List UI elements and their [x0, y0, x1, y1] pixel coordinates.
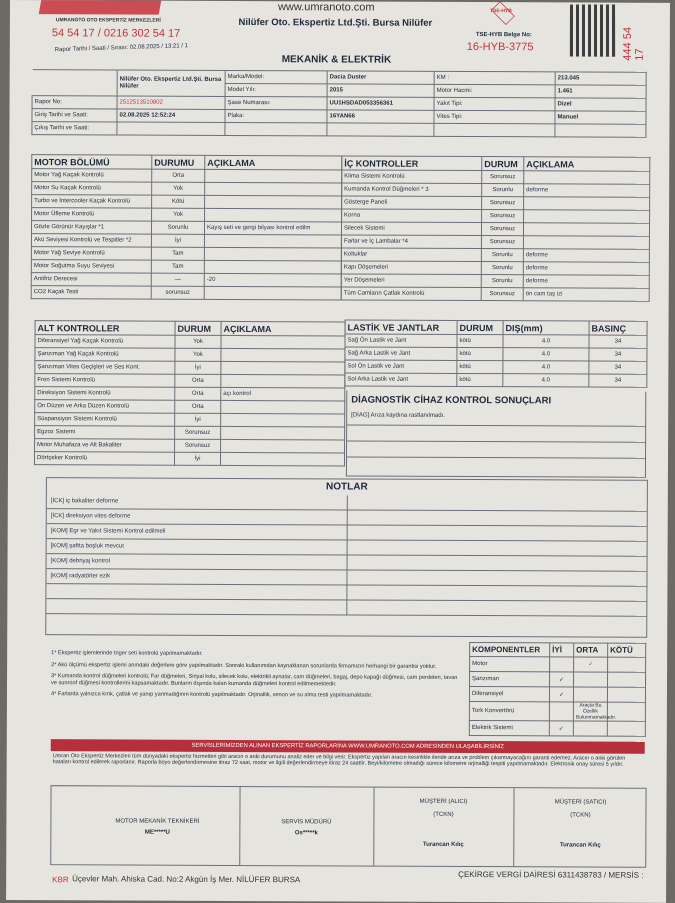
- rapor-no-label: Rapor No:: [32, 96, 117, 109]
- footnote: 4* Farlarda yalnızca kırık, çatlak ve yanıp yanmadığının kontrolü yapılmaktadır. Orjinallik, xenon ve su alma testi yapılmamaktadır.: [50, 691, 373, 699]
- ic-durum-header: DURUM: [482, 157, 524, 171]
- motor-item: Gözle Görünür Kayışlar *1: [31, 221, 151, 235]
- diag-line: [DİAG] Arıza kaydına rastlanılmadı.: [351, 412, 445, 419]
- alt-row: [35, 348, 345, 362]
- ic-item: Kumanda Kontrol Düğmeleri * 3: [342, 183, 482, 197]
- ic-row: [342, 196, 650, 210]
- ic-status: Sorunsuz: [481, 223, 523, 236]
- ic-title: İÇ KONTROLLER: [342, 156, 482, 171]
- alt-item: Diferansiyel Yağ Kaçak Kontrolü: [35, 335, 175, 349]
- lastik-item: Sağ Ön Lastik ve Jant: [345, 334, 457, 347]
- section-title: MEKANİK & ELEKTRİK: [281, 54, 392, 66]
- motor-status: —: [151, 273, 204, 286]
- motor-note: [205, 195, 342, 209]
- komponent-iyi: ✓: [550, 672, 574, 687]
- alt-note: [221, 400, 345, 414]
- motor-item: Motor Üfleme Kontrolü: [32, 208, 152, 222]
- alt-status: Orta: [175, 374, 221, 387]
- motor-note: [204, 247, 341, 261]
- ic-item: Kapı Döşemeleri: [341, 261, 481, 275]
- komponent-item: Şanzıman: [470, 672, 550, 687]
- alt-status: İyi: [175, 413, 221, 426]
- motor-status: Sorunlu: [151, 221, 204, 234]
- ic-item: Silecek Sistemi: [341, 222, 481, 236]
- diag-box: [346, 390, 646, 477]
- alt-row: [35, 400, 345, 414]
- ic-item: Farlar ve İç Lambalar *4: [341, 235, 481, 249]
- ic-status: Sorunlu: [481, 275, 523, 288]
- ic-item: Klima Sistemi Kontrolü: [342, 170, 482, 184]
- notlar-empty-line: [46, 599, 646, 617]
- motor-status: İyi: [151, 234, 204, 247]
- ic-status: Sorunsuz: [482, 197, 524, 210]
- rapor-tarih: Rapor Tarihi / Saati / Sırası: 02.08.2025 / 13:21 / 1: [54, 43, 189, 54]
- ic-row: [341, 235, 649, 249]
- lastik-title: LASTİK VE JANTLAR: [345, 320, 457, 334]
- motor-status: Yok: [152, 208, 205, 221]
- footer-address: Üçevler Mah. Ahiska Cad. No:2 Akgün İş Mer. NİLÜFER BURSA: [72, 874, 301, 885]
- motor-row: [31, 221, 341, 235]
- ic-status: Sorunsuz: [482, 210, 524, 223]
- vites-value: Manuel: [555, 111, 646, 124]
- merkez-label: UMRANOTO OTO EKSPERTİZ MERKEZLERİ: [55, 17, 161, 24]
- qr-code[interactable]: [570, 4, 616, 56]
- brand-logo: [39, 0, 162, 15]
- komponent-table: [469, 642, 646, 737]
- notlar-line-text: [KOM] debriyaj kontrol: [50, 558, 110, 565]
- motor-item: Motor Su Kaçak Kontrolü: [32, 182, 152, 196]
- motor-table: [31, 154, 343, 300]
- banner-text: SERVİSLERİMİZDEN ALINAN EKSPERTİZ RAPORLARINA WWW.UMRANOTO.COM ADRESİNDEN ULAŞABİLİRSİNİZ: [191, 742, 504, 751]
- alt-row: [35, 439, 345, 453]
- ic-aciklama-header: AÇIKLAMA: [524, 157, 650, 172]
- alt-row: [35, 387, 345, 401]
- footnotes: [51, 650, 463, 705]
- lastik-row: [345, 334, 647, 348]
- marka-label: Marka/Model:: [225, 70, 327, 83]
- alt-row: [35, 374, 345, 388]
- lastik-dis-header: DIŞ(mm): [503, 321, 589, 335]
- footnote: 3* Kumanda kontrol düğmeleri kontrolü; Far düğmeleri, Sinyal kolu, silecek kolu, elektrikli aynalar, cam düğmeleri, bagaj, depo kapağı düğmesi, cam perdeleri, tavan ve sunroof düğmesi kontrollerini kapsamaktadır. Bunların dışında kalan kumanda düğmeleri kontrol edilmemektedir.: [51, 673, 458, 688]
- lastik-basinc: 34: [589, 348, 647, 361]
- alt-item: Fren Sistemi Kontrolü: [35, 374, 175, 388]
- motor-status: Tam: [151, 260, 204, 273]
- ic-note: [524, 171, 650, 185]
- signature-title: MÜŞTERİ (ALICI): [419, 798, 468, 806]
- lastik-dis: 4.0: [503, 374, 589, 387]
- signature-area: [50, 785, 646, 868]
- ic-status: Sorunlu: [482, 184, 524, 197]
- ic-note: [523, 236, 649, 250]
- komponent-kotu: [608, 657, 646, 672]
- ic-row: [342, 183, 650, 197]
- alt-title: ALT KONTROLLER: [35, 321, 175, 336]
- lastik-basinc: 34: [589, 361, 647, 374]
- motor-note: [205, 169, 342, 183]
- komponent-kotu-header: KÖTÜ: [608, 643, 646, 657]
- alt-note: [221, 413, 345, 427]
- km-value: 213.045: [555, 72, 646, 85]
- komponent-row: [470, 672, 646, 688]
- ic-status: Sorunsuz: [482, 171, 524, 184]
- lastik-status: kötü: [457, 347, 503, 360]
- alt-status: İyi: [175, 361, 221, 374]
- motor-status: Yok: [152, 182, 205, 195]
- ic-note: [524, 197, 650, 211]
- alt-row: [35, 426, 345, 440]
- yakit-label: Yakıt Tipi:: [434, 97, 555, 111]
- marka-value: Dacia Duster: [327, 71, 434, 84]
- model-yili-value: 2015: [327, 84, 434, 97]
- website-banner: [51, 739, 645, 754]
- ic-note: deforme: [523, 249, 649, 263]
- alt-aciklama-header: AÇIKLAMA: [221, 321, 345, 336]
- km-label: KM :: [434, 71, 555, 85]
- tse-belge-label: TSE-HYB Belge No:: [475, 32, 532, 39]
- ic-note: [523, 223, 649, 237]
- ic-status: Sorunsuz: [481, 288, 523, 301]
- komponent-orta: [573, 721, 607, 736]
- alt-item: Dörtçeker Kontrolü: [34, 452, 174, 466]
- motor-note: [205, 208, 342, 222]
- lastik-status: kötü: [457, 360, 503, 373]
- komponent-iyi: ✓: [549, 687, 573, 702]
- notlar-box: [45, 477, 648, 638]
- company-name: [238, 18, 433, 29]
- komponent-row: [470, 657, 646, 673]
- alt-row: [35, 413, 345, 427]
- signature-name: Turancan Kılıç: [559, 842, 601, 849]
- signature-name: Turancan Kılıç: [422, 841, 464, 848]
- ic-note: [524, 210, 650, 224]
- alt-item: Ön Düzen ve Arka Düzen Kontrolü: [35, 400, 175, 414]
- motor-hacmi-value: 1.461: [555, 85, 646, 98]
- motor-note: [204, 260, 341, 274]
- lastik-item: Sağ Arka Lastik ve Jant: [345, 347, 457, 360]
- lastik-basinc: 34: [589, 335, 647, 348]
- notlar-line-text: [KOM] Egr ve Yakıt Sistemi Kontrol edilmeli: [50, 528, 166, 535]
- footer-vergi: ÇEKİRGE VERGİ DAİRESİ 6311438783 / MERSİS :: [458, 869, 644, 880]
- lastik-status: kötü: [457, 373, 503, 386]
- motor-item: Motor Yağ Kaçak Kontrolü: [32, 169, 152, 183]
- komponent-orta: ✓: [574, 657, 608, 672]
- ic-note: deforme: [524, 184, 650, 198]
- alt-note: [221, 374, 345, 388]
- motor-row: [31, 260, 341, 274]
- plaka-label: Plaka:: [225, 109, 327, 122]
- alt-status: Sorunsuz: [175, 426, 221, 439]
- alt-note: açı kontrol: [221, 387, 345, 401]
- alt-status: Orta: [175, 400, 221, 413]
- motor-item: Antifriz Derecesi: [31, 273, 151, 287]
- giris-label: Giriş Tarihi ve Saati:: [32, 109, 117, 122]
- ic-status: Sorunlu: [481, 262, 523, 275]
- komponent-orta: [574, 672, 608, 687]
- notlar-title: NOTLAR: [326, 481, 368, 493]
- model-yili-label: Model Yılı:: [225, 83, 327, 96]
- motor-title: MOTOR BÖLÜMÜ: [32, 155, 152, 170]
- lastik-dis: 4.0: [503, 361, 589, 374]
- motor-row: [32, 208, 342, 222]
- komponent-item: Elektrik Sistemi: [469, 721, 549, 736]
- lastik-dis: 4.0: [503, 335, 589, 348]
- signature-tckn: (TCKN): [570, 812, 591, 819]
- website[interactable]: www.umranoto.com: [277, 1, 375, 14]
- phone-numbers: 54 54 17 / 0216 302 54 17: [51, 27, 181, 40]
- report-sheet: [6, 0, 670, 903]
- company-name-text: Nilüfer Oto. Ekspertiz Ltd.Şti. Bursa Nilüfer: [238, 16, 433, 29]
- alt-item: Şanzıman Vites Geçişleri ve Ses Kont.: [35, 361, 175, 375]
- alt-status: İyi: [174, 452, 220, 465]
- motor-row: [32, 182, 342, 196]
- alt-item: Süspansiyon Sistemi Kontrolü: [35, 413, 175, 427]
- alt-item: Egzoz Sistemi: [35, 426, 175, 440]
- motor-aciklama-header: AÇIKLAMA: [205, 155, 342, 170]
- motor-row: [31, 286, 341, 300]
- lastik-basinc-header: BASINÇ: [589, 321, 647, 335]
- unit-name: Nilüfer Oto. Ekspertiz Ltd.Şti. Bursa Nilüfer: [119, 75, 222, 90]
- footnote: 1* Ekspertiz işlemlerinde triger seti kontrolü yapılmamaktadır.: [51, 650, 203, 657]
- ic-note: deforme: [523, 275, 649, 289]
- komponent-title: KOMPONENTLER: [470, 643, 550, 657]
- alt-table: [34, 320, 346, 466]
- motor-note: -20: [204, 273, 341, 287]
- notlar-line-text: [İCK] direksiyon vites deforme: [50, 513, 131, 520]
- signature-title: MÜŞTERİ (SATICI): [554, 799, 607, 806]
- motor-row: [31, 234, 341, 248]
- vehicle-info-table: [31, 69, 646, 138]
- ic-row: [342, 209, 650, 223]
- ic-status: Sorunsuz: [481, 236, 523, 249]
- komponent-row: [469, 687, 645, 703]
- signature-name: ME*****U: [144, 829, 170, 836]
- motor-item: CO2 Kaçak Testi: [31, 286, 151, 300]
- ic-note: deforme: [523, 262, 649, 276]
- komponent-iyi: ✓: [549, 721, 573, 736]
- signature-name: Os*****k: [294, 830, 318, 837]
- komponent-row: [469, 721, 645, 737]
- ic-row: [341, 274, 649, 288]
- motor-row: [31, 247, 341, 261]
- yakit-value: Dizel: [555, 98, 646, 111]
- signature-title: MOTOR MEKANİK TEKNİKERİ: [115, 818, 200, 825]
- lastik-basinc: 34: [589, 374, 647, 387]
- ic-row: [341, 248, 649, 262]
- notlar-line-text: [İCK] iç bakaliter deforme: [50, 498, 119, 505]
- motor-status: Orta: [152, 169, 205, 182]
- komponent-iyi: [550, 657, 574, 672]
- lastik-row: [345, 347, 647, 361]
- alt-row: [35, 335, 345, 349]
- motor-row: [32, 169, 342, 183]
- alt-row: [34, 452, 344, 466]
- motor-note: [204, 234, 341, 248]
- alt-status: Orta: [175, 387, 221, 400]
- lastik-item: Sol Arka Lastik ve Jant: [345, 373, 457, 386]
- alt-status: Yok: [175, 335, 221, 348]
- motor-note: Kayış seti ve gergi bilyası kontrol edilm: [204, 221, 341, 235]
- ic-item: Koltuklar: [341, 248, 481, 262]
- alt-item: Şanzıman Yağ Kaçak Kontrolü: [35, 348, 175, 362]
- sase-value: UU1HSDAD053356361: [327, 97, 434, 110]
- motor-item: Akü Seviyesi Kontrolü ve Tespitler *2: [31, 234, 151, 248]
- alt-item: Motor Muhafaza ve Alt Bakaliter: [35, 439, 175, 453]
- vites-label: Vites Tipi:: [434, 110, 555, 124]
- tse-label: TSE-HYB: [489, 8, 512, 15]
- motor-item: Motor Yağ Seviye Kontrolü: [31, 247, 151, 261]
- alt-note: [220, 452, 344, 466]
- plaka-value: 16YAN66: [327, 110, 434, 123]
- alt-durum-header: DURUM: [175, 321, 221, 335]
- lastik-item: Sol Ön Lastik ve Jant: [345, 360, 457, 373]
- komponent-iyi-header: İYİ: [550, 643, 574, 657]
- ic-item: Gösterge Paneli: [342, 196, 482, 210]
- ic-item: Tüm Camların Çatlak Kontrolü: [341, 287, 481, 301]
- motor-status: Kötü: [152, 195, 205, 208]
- motor-row: [31, 273, 341, 287]
- footnote: 2* Akü ölçümü ekspertiz işlemi anındaki değerlere göre yapılmaktadır. Sonraki kullanımdan kaynaklanan sorunlarda firmamızın herhangi bir garantisi yoktur.: [51, 661, 437, 670]
- komponent-iyi: [549, 702, 573, 721]
- motor-note: [204, 286, 341, 300]
- ic-row: [342, 170, 650, 184]
- lastik-durum-header: DURUM: [457, 320, 503, 334]
- disclaimer: Umran Oto Ekspertiz Merkezleri tüm dünyadaki ekspertiz hizmetleri gibi aracın o anki durumunu analiz eder ve bilgi verir. Ekspertiz yapılan aracın kesinlikle ileride arıza ve problem çıkarmayacağını garanti edemez. Aracın o anki görülen hataları kontrol edilerek raporlanır. Raporla boyo değerlendirmesine itiraz 72 saat, motor ve ilgili değerlendirmeye itiraz 24 saattir. Beyi/kilometre olmadığı sürece kilometre orjinalliği tespiti yapılmamaktadır. Elektronik onay süresi 5 yıldır.: [52, 753, 626, 768]
- lastik-table: [344, 319, 647, 387]
- footer-prefix: KBR: [52, 875, 69, 885]
- motor-durum-header: DURUMU: [152, 155, 205, 169]
- komponent-item: Diferansiyel: [469, 687, 549, 702]
- diag-title: DİAGNOSTİK CİHAZ KONTROL SONUÇLARI: [351, 394, 552, 407]
- lastik-status: kötü: [457, 334, 503, 347]
- alt-note: [221, 439, 345, 453]
- motor-note: [205, 182, 342, 196]
- ic-row: [341, 287, 649, 301]
- motor-row: [32, 195, 342, 209]
- alt-note: [221, 335, 345, 349]
- komponent-row: [469, 702, 645, 722]
- lastik-dis: 4.0: [503, 348, 589, 361]
- komponent-item: Motor: [470, 657, 550, 672]
- ic-row: [341, 222, 649, 236]
- motor-hacmi-label: Motor Hacmi:: [434, 84, 555, 98]
- alt-note: [221, 348, 345, 362]
- signature-tckn: (TCKN): [433, 811, 454, 818]
- sase-label: Şase Numarası:: [225, 96, 327, 109]
- notlar-lines: [46, 494, 647, 617]
- tse-number: 16-HYB-3775: [466, 40, 534, 54]
- motor-item: Motor Soğutma Suyu Seviyesi: [31, 260, 151, 274]
- lastik-row: [345, 360, 647, 374]
- motor-status: sorunsuz: [151, 286, 204, 299]
- rapor-no-value: 2512513510802: [117, 96, 225, 109]
- komponent-kotu: [607, 687, 645, 702]
- ic-table: [341, 155, 651, 301]
- komponent-orta: Araçta Bu Özellik Bulunmamaktadır.: [573, 702, 607, 721]
- motor-item: Turbo ve İntercooler Kaçak Kontrolü: [32, 195, 152, 209]
- ic-item: Korna: [342, 209, 482, 223]
- motor-status: Tam: [151, 247, 204, 260]
- alt-status: Yok: [175, 348, 221, 361]
- notlar-line-text: [KOM] radyatörler ezik: [50, 573, 111, 580]
- komponent-item: Tork Konvertörü: [469, 702, 549, 721]
- lastik-row: [345, 373, 647, 387]
- komponent-orta-header: ORTA: [574, 643, 608, 657]
- alt-item: Direksiyon Sistemi Kontrolü: [35, 387, 175, 401]
- cikis-label: Çıkış Tarihi ve Saati:: [32, 122, 117, 135]
- signature-title: SERVİS MÜDÜRÜ: [281, 819, 332, 826]
- ic-note: ön cam taş izi: [523, 288, 649, 302]
- komponent-orta: [573, 687, 607, 702]
- alt-note: [221, 426, 345, 440]
- ic-item: Yer Döşemeleri: [341, 274, 481, 288]
- side-phone: 444 54 17: [621, 27, 646, 61]
- komponent-kotu: [607, 721, 645, 736]
- giris-value: 02.08.2025 12:52:24: [117, 109, 225, 122]
- alt-row: [35, 361, 345, 375]
- notlar-line-text: [KOM] şaftta boşluk mevcut: [50, 543, 124, 550]
- alt-status: Sorunsuz: [175, 439, 221, 452]
- ic-row: [341, 261, 649, 275]
- komponent-kotu: [608, 672, 646, 687]
- ic-status: Sorunlu: [481, 249, 523, 262]
- alt-note: [221, 361, 345, 375]
